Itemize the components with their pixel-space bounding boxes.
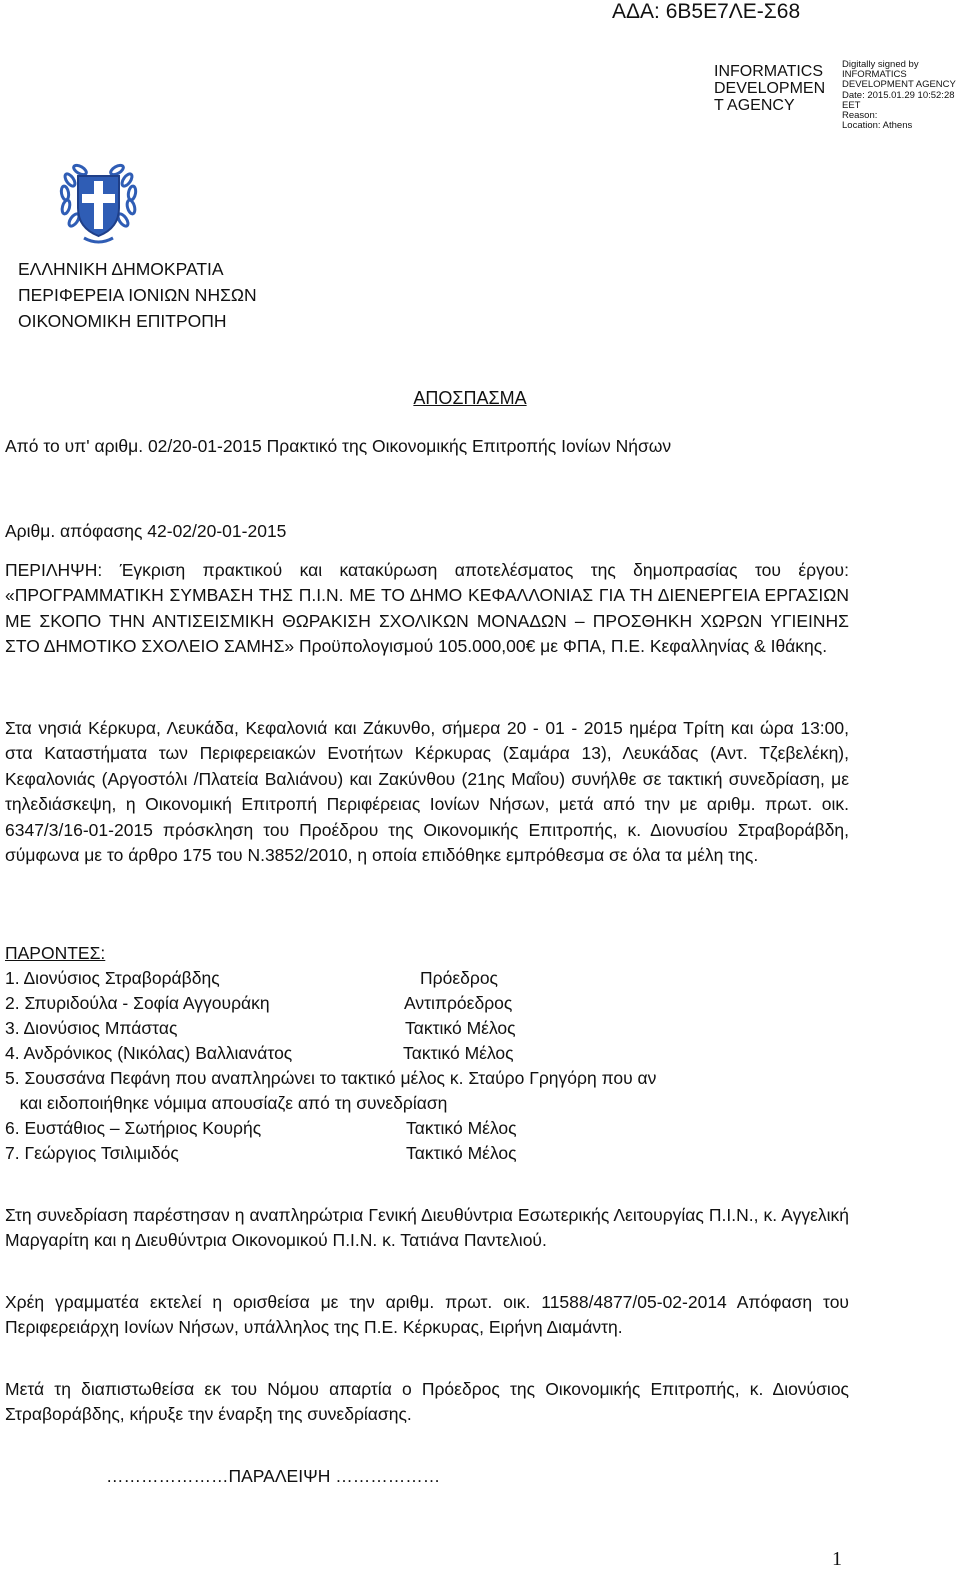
summary-text: Έγκριση πρακτικού και κατακύρωση αποτελέσματος της δημοπρασίας του έργου: «ΠΡΟΓΡΑΜΜΑΤΙΚΗ ΣΥΜΒΑΣΗ ΤΗΣ Π.Ι.Ν. ΜΕ ΤΟ ΔΗΜΟ ΚΕΦΑΛΛΟΝΙΑΣ ΓΙΑ ΤΗ ΔΙΕΝΕΡΓΕΙΑ ΕΡΓΑΣΙΩΝ ΜΕ ΣΚΟΠΟ ΤΗΝ ΑΝΤΙΣΕΙΣΜΙΚΗ ΘΩΡΑΚΙΣΗ ΣΧΟΛΙΚΩΝ ΜΟΝΑΔΩΝ – ΠΡΟΣΘΗΚΗ ΧΩΡΩΝ ΥΓΙΕΙΝΗΣ ΣΤΟ ΔΗΜΟΤΙΚΟ ΣΧΟΛΕΙΟ ΣΑΜΗΣ» Προϋπολογισμού 105.000,00€ με ΦΠΑ, Π.Ε. Κεφαλληνίας & Ιθάκης. (5, 560, 849, 657)
member-role: Τακτικό Μέλος (405, 1018, 516, 1038)
digital-signature-name (714, 63, 825, 114)
secretary-paragraph: Χρέη γραμματέα εκτελεί η ορισθείσα με την αριθμ. πρωτ. οικ. 11588/4877/05-02-2014 Απόφαση του Περιφερειάρχη Ιονίων Νήσων, υπάλληλος της Π.Ε. Κέρκυρας, Ειρήνη Διαμάντη. (5, 1292, 849, 1338)
signature-detail-line: EET (842, 99, 861, 111)
present-label: ΠΑΡΟΝΤΕΣ: (5, 943, 106, 963)
signature-detail-line: Location: Athens (842, 120, 913, 132)
page-number: 1 (832, 1548, 842, 1570)
member-name: 7. Γεώργιος Τσιλιμιδός (5, 1143, 179, 1163)
signature-name-line: INFORMATICS (714, 63, 824, 80)
member-name: 2. Σπυριδούλα - Σοφία Αγγουράκη (5, 993, 270, 1013)
decision-number: Αριθμ. απόφασης 42-02/20-01-2015 (5, 521, 287, 541)
omission-marker: …………………ΠΑΡΑΛΕΙΨΗ ……………… (106, 1466, 441, 1486)
member-role: Πρόεδρος (420, 968, 498, 988)
document-reference-ada: ΑΔΑ: 6Β5Ε7ΛΕ-Σ68 (612, 0, 801, 23)
signature-detail-line: INFORMATICS (842, 69, 907, 81)
member-name: 4. Ανδρόνικος (Νικόλας) Βαλλιανάτος (5, 1043, 293, 1063)
document-title: ΑΠΟΣΠΑΣΜΑ (413, 388, 527, 408)
member-role: Τακτικό Μέλος (403, 1043, 514, 1063)
summary-paragraph (5, 558, 849, 660)
quorum-paragraph: Μετά τη διαπιστωθείσα εκ του Νόμου απαρτία ο Πρόεδρος της Οικονομικής Επιτροπής, κ. Διονύσιος Στραβοράβδης, κήρυξε την έναρξη της συνεδρίασης. (5, 1379, 849, 1425)
meeting-paragraph: Στα νησιά Κέρκυρα, Λευκάδα, Κεφαλονιά και Ζάκυνθο, σήμερα 20 - 01 - 2015 ημέρα Τρίτη και ώρα 13:00, στα Καταστήματα των Περιφερειακών Ενοτήτων Κέρκυρας (Σαμάρα 13), Λευκάδας (Αντ. Τζεβελέκη), Κεφαλονιάς (Αργοστόλι /Πλατεία Βαλιάνου) και Ζακύνθου (21ης Μαΐου) συνήλθε σε τακτική συνεδρίαση, με τηλεδιάσκεψη, η Οικονομική Επιτροπή Περιφέρειας Ιονίων Νήσων, μετά από την με αριθμ. πρωτ. οικ. 6347/3/16-01-2015 πρόσκληση του Προέδρου της Οικονομικής Επιτροπής, κ. Διονυσίου Στραβοράβδη, σύμφωνα με το άρθρο 175 του Ν.3852/2010, η οποία επιδόθηκε εμπρόθεσμα σε όλα τα μέλη της. (5, 718, 849, 866)
signature-detail-line: Digitally signed by (842, 59, 919, 70)
member-name: 1. Διονύσιος Στραβοράβδης (5, 968, 220, 988)
attendance-paragraph: Στη συνεδρίαση παρέστησαν η αναπληρώτρια Γενική Διευθύντρια Εσωτερικής Λειτουργίας Π.Ι.Ν., κ. Αγγελική Μαργαρίτη και η Διευθύντρια Οικονομικού Π.Ι.Ν. κ. Τατιάνα Παντελιού. (5, 1205, 849, 1251)
member-name-continued: και ειδοποιήθηκε νόμιμα απουσίαζε από τη συνεδρίαση (5, 1093, 448, 1113)
signature-name-line: T AGENCY (714, 97, 795, 114)
member-name: 6. Ευστάθιος – Σωτήριος Κουρής (5, 1118, 262, 1138)
signature-detail-line: Reason: (842, 110, 878, 122)
authority-line: ΠΕΡΙΦΕΡΕΙΑ ΙΟΝΙΩΝ ΝΗΣΩΝ (18, 285, 257, 305)
member-name: 3. Διονύσιος Μπάστας (5, 1018, 178, 1038)
summary-label: ΠΕΡΙΛΗΨΗ: (5, 560, 103, 580)
signature-detail-line: Date: 2015.01.29 10:52:28 (842, 89, 955, 101)
authority-line: ΕΛΛΗΝΙΚΗ ΔΗΜΟΚΡΑΤΙΑ (18, 259, 224, 279)
member-role: Τακτικό Μέλος (406, 1118, 517, 1138)
member-role: Τακτικό Μέλος (406, 1143, 517, 1163)
member-name: 5. Σουσσάνα Πεφάνη που αναπληρώνει το τακτικό μέλος κ. Σταύρο Γρηγόρη που αν (5, 1068, 657, 1088)
member-role: Αντιπρόεδρος (404, 993, 513, 1013)
authority-line: ΟΙΚΟΝΟΜΙΚΗ ΕΠΙΤΡΟΠΗ (18, 311, 227, 331)
signature-name-line: DEVELOPMEN (714, 80, 826, 97)
minutes-reference: Από το υπ' αριθμ. 02/20-01-2015 Πρακτικό της Οικονομικής Επιτροπής Ιονίων Νήσων (5, 436, 672, 456)
signature-detail-line: DEVELOPMENT AGENCY (842, 79, 956, 91)
digital-signature-details (842, 60, 956, 131)
greek-emblem-icon (46, 150, 151, 255)
